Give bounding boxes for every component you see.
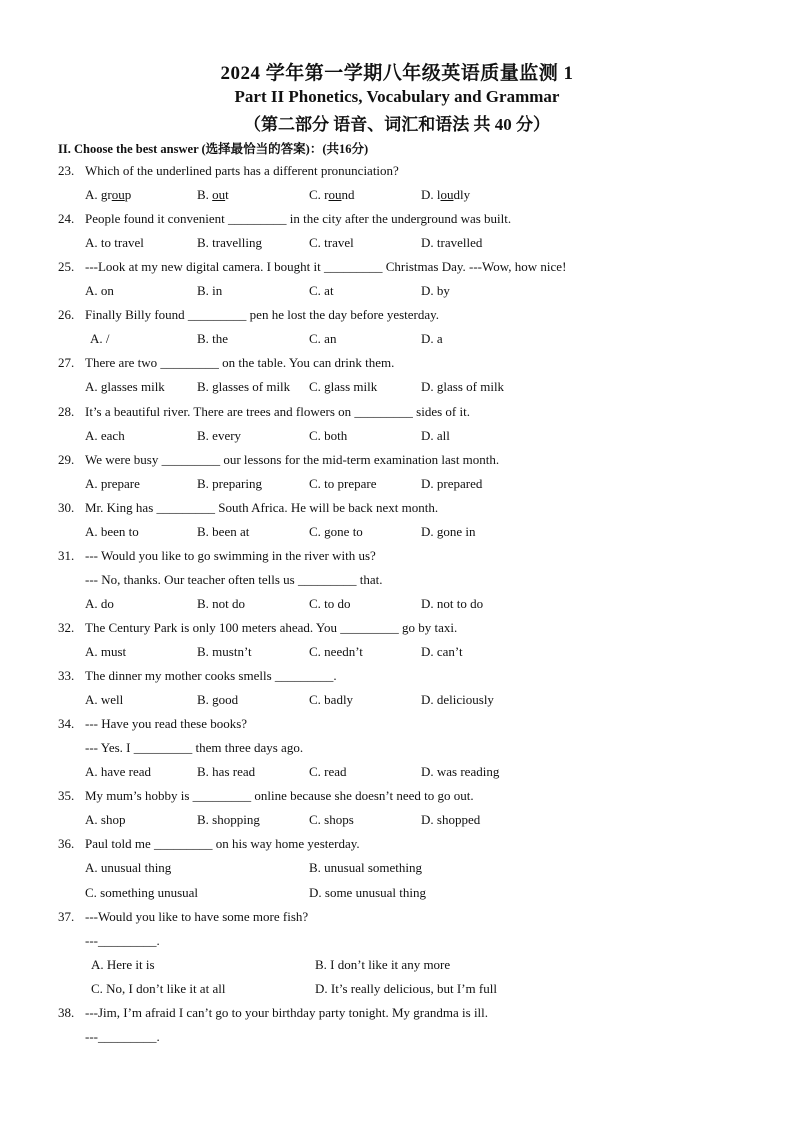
answer-option[interactable]: D. deliciously xyxy=(421,692,494,708)
answer-option[interactable]: B. been at xyxy=(197,523,250,539)
answer-option[interactable]: C. read xyxy=(309,764,347,780)
answer-option[interactable]: C. something unusual xyxy=(85,884,199,900)
answer-option[interactable]: C. travel xyxy=(309,235,354,251)
question-number: 38. xyxy=(58,1004,75,1020)
exam-title: 2024 学年第一学期八年级英语质量监测 1 xyxy=(220,63,574,84)
question-number: 30. xyxy=(58,499,75,515)
question-stem xyxy=(58,401,758,423)
question-number: 24. xyxy=(58,211,75,227)
answer-option[interactable]: A. group xyxy=(85,187,132,203)
answer-option[interactable]: D. by xyxy=(421,283,450,299)
question-number: 28. xyxy=(58,403,75,419)
question-stem xyxy=(58,304,758,326)
question-text: ---_________. xyxy=(85,1028,160,1044)
question-stem xyxy=(58,1002,758,1024)
answer-option[interactable]: A. been to xyxy=(85,523,139,539)
question-stem xyxy=(58,930,758,952)
answer-option[interactable]: B. I don’t like it any more xyxy=(315,956,451,972)
question-text: The Century Park is only 100 meters ahead. You _________ go by taxi. xyxy=(85,619,458,635)
section-heading: II. Choose the best answer (选择最恰当的答案)：(共16分) xyxy=(58,142,369,156)
answer-option[interactable]: C. glass milk xyxy=(309,379,378,395)
question-stem xyxy=(58,713,758,735)
question-number: 23. xyxy=(58,163,75,178)
question-number: 29. xyxy=(58,451,75,467)
question-text: --- No, thanks. Our teacher often tells us _________ that. xyxy=(85,571,383,587)
question-text: ---Jim, I’m afraid I can’t go to your birthday party tonight. My grandma is ill. xyxy=(85,1004,489,1020)
answer-option[interactable]: D. It’s really delicious, but I’m full xyxy=(315,980,497,996)
answer-option[interactable]: D. not to do xyxy=(421,595,484,611)
answer-option[interactable]: C. gone to xyxy=(309,523,363,539)
question-number: 27. xyxy=(58,355,75,371)
question-number: 34. xyxy=(58,716,75,732)
question-text: ---Look at my new digital camera. I bought it _________ Christmas Day. ---Wow, how nice! xyxy=(85,259,567,275)
answer-option[interactable]: A. well xyxy=(85,692,124,708)
answer-option[interactable]: B. has read xyxy=(197,764,256,780)
answer-option[interactable]: D. all xyxy=(421,427,450,443)
answer-option[interactable]: D. shopped xyxy=(421,812,481,828)
question-text: Paul told me _________ on his way home yesterday. xyxy=(85,836,360,852)
answer-option[interactable]: B. travelling xyxy=(197,235,262,251)
answer-option[interactable]: A. on xyxy=(85,283,114,299)
question-text: We were busy _________ our lessons for the mid-term examination last month. xyxy=(85,451,500,467)
question-stem xyxy=(58,256,758,278)
answer-option[interactable]: C. to do xyxy=(309,595,351,611)
answer-option[interactable]: D. gone in xyxy=(421,523,476,539)
answer-option[interactable]: B. out xyxy=(197,187,229,203)
answer-option[interactable]: C. at xyxy=(309,283,334,299)
question-stem xyxy=(58,737,758,759)
question-text: --- Have you read these books? xyxy=(85,716,248,732)
answer-option[interactable]: A. glasses milk xyxy=(85,379,165,395)
answer-option[interactable]: D. loudly xyxy=(421,187,471,203)
answer-option[interactable]: C. needn’t xyxy=(309,644,363,659)
part-title: Part II Phonetics, Vocabulary and Grammar xyxy=(234,87,560,106)
answer-option[interactable]: A. have read xyxy=(85,764,152,780)
answer-option[interactable]: A. prepare xyxy=(85,475,140,491)
question-stem xyxy=(58,208,758,230)
answer-option[interactable]: D. some unusual thing xyxy=(309,884,426,900)
answer-option[interactable]: B. preparing xyxy=(197,475,262,491)
answer-option[interactable]: C. shops xyxy=(309,812,354,828)
answer-option[interactable]: C. to prepare xyxy=(309,475,377,491)
question-text: It’s a beautiful river. There are trees and flowers on _________ sides of it. xyxy=(85,403,470,419)
question-stem xyxy=(58,352,758,374)
question-text: There are two _________ on the table. You can drink them. xyxy=(85,355,395,371)
question-number: 37. xyxy=(58,908,75,924)
answer-option[interactable]: A. shop xyxy=(85,812,126,828)
answer-option[interactable]: D. can’t xyxy=(421,644,463,659)
answer-option[interactable]: B. every xyxy=(197,427,242,443)
question-number: 35. xyxy=(58,788,75,804)
question-text: ---Would you like to have some more fish? xyxy=(85,908,309,924)
answer-option[interactable]: B. glasses of milk xyxy=(197,379,291,395)
question-number: 31. xyxy=(58,547,75,563)
question-stem xyxy=(58,665,758,687)
question-text: Mr. King has _________ South Africa. He will be back next month. xyxy=(85,499,439,515)
question-number: 25. xyxy=(58,259,75,275)
answer-option[interactable]: B. shopping xyxy=(197,812,260,828)
question-stem xyxy=(58,160,758,182)
question-text: ---_________. xyxy=(85,932,160,948)
question-number: 32. xyxy=(58,619,75,635)
answer-option[interactable]: A. must xyxy=(85,644,127,659)
question-stem xyxy=(58,545,758,567)
question-number: 26. xyxy=(58,307,75,323)
question-text: My mum’s hobby is _________ online because she doesn’t need to go out. xyxy=(85,788,474,804)
answer-option[interactable]: C. round xyxy=(309,187,355,203)
answer-option[interactable]: B. good xyxy=(197,692,239,708)
answer-option[interactable]: B. mustn’t xyxy=(197,644,252,659)
answer-option[interactable]: B. the xyxy=(197,331,229,347)
part-subtitle: （第二部分 语音、词汇和语法 共 40 分） xyxy=(244,115,550,134)
answer-option[interactable]: A. unusual thing xyxy=(85,860,172,876)
question-number: 36. xyxy=(58,836,75,852)
question-stem xyxy=(58,906,758,928)
question-number: 33. xyxy=(58,668,75,684)
answer-option[interactable]: A. each xyxy=(85,427,125,443)
answer-option[interactable]: A. to travel xyxy=(85,235,144,251)
question-stem xyxy=(58,833,758,855)
answer-option[interactable]: D. prepared xyxy=(421,475,483,491)
answer-option[interactable]: D. glass of milk xyxy=(421,379,505,395)
answer-option[interactable]: D. a xyxy=(421,331,443,347)
answer-option[interactable]: C. No, I don’t like it at all xyxy=(91,980,226,996)
question-stem xyxy=(58,449,758,471)
answer-option[interactable]: B. not do xyxy=(197,595,246,611)
answer-option[interactable]: D. travelled xyxy=(421,235,483,251)
question-text: People found it convenient _________ in the city after the underground was built. xyxy=(85,211,512,227)
answer-option[interactable]: A. / xyxy=(90,331,110,347)
answer-option[interactable]: C. both xyxy=(309,427,348,443)
question-stem xyxy=(58,1026,758,1048)
answer-option[interactable]: C. badly xyxy=(309,692,354,708)
question-stem xyxy=(58,785,758,807)
answer-option[interactable]: A. Here it is xyxy=(91,956,155,972)
question-text: The dinner my mother cooks smells _________. xyxy=(85,668,337,684)
question-text: Which of the underlined parts has a different pronunciation? xyxy=(85,163,399,178)
question-text: --- Yes. I _________ them three days ago. xyxy=(85,740,304,756)
answer-option[interactable]: B. unusual something xyxy=(309,860,423,876)
answer-option[interactable]: D. was reading xyxy=(421,764,500,780)
answer-option[interactable]: A. do xyxy=(85,595,114,611)
question-stem xyxy=(58,569,758,591)
question-text: Finally Billy found _________ pen he lost the day before yesterday. xyxy=(85,307,440,323)
answer-option[interactable]: C. an xyxy=(309,331,337,347)
question-stem xyxy=(58,497,758,519)
question-text: --- Would you like to go swimming in the river with us? xyxy=(85,547,376,563)
question-stem xyxy=(58,617,758,639)
answer-option[interactable]: B. in xyxy=(197,283,223,299)
